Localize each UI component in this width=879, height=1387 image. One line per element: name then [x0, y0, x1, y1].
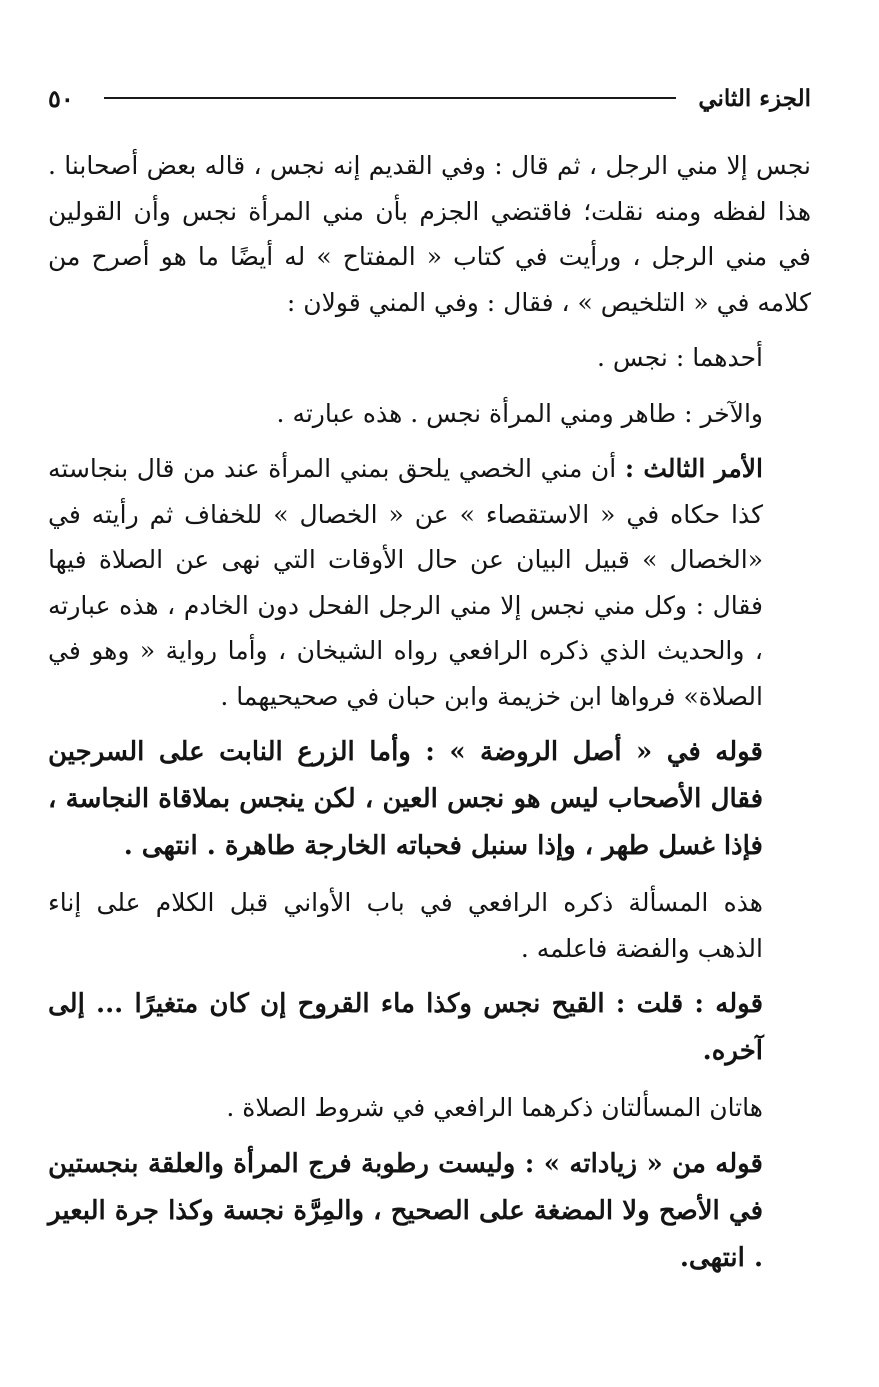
paragraph-6: هذه المسألة ذكره الرافعي في باب الأواني قبل الكلام على إناء الذهب والفضة فاعلمه . — [48, 888, 763, 963]
paragraph-7: قوله : قلت : القيح نجس وكذا ماء القروح إن كان متغيرًا ... إلى آخره. — [48, 989, 763, 1066]
page-header — [48, 78, 811, 118]
running-title: الجزء الثاني — [698, 84, 811, 112]
paragraph-8: هاتان المسألتان ذكرهما الرافعي في شروط الصلاة . — [226, 1093, 763, 1122]
header-rule — [104, 97, 677, 99]
page-body — [48, 143, 811, 1282]
section-lead: الأمر الثالث : — [624, 454, 763, 483]
paragraph-9: قوله من « زياداته » : وليست رطوبة فرج المرأة والعلقة بنجستين في الأصح ولا المضغة على الصحيح ، والمِرَّة نجسة وكذا جرة البعير . انتهى. — [48, 1148, 763, 1273]
paragraph-3: والآخر : طاهر ومني المرأة نجس . هذه عبارته . — [276, 398, 763, 428]
paragraph-4 — [48, 446, 811, 719]
paragraph-2: أحدهما : نجس . — [597, 343, 763, 372]
paragraph-4-text: أن مني الخصي يلحق بمني المرأة عند من قال بنجاسته كذا حكاه في « الاستقصاء » عن « الخصال » للخفاف ثم رأيته في «الخصال » قبيل البيان عن حال الأوقات التي نهى عن الصلاة فيها فقال : وكل مني نجس إلا مني الرجل الفحل دون الخادم ، هذه عبارته ، والحديث الذي ذكره الرافعي رواه الشيخان ، وأما رواية « وهو في الصلاة» فرواها ابن خزيمة وابن حبان في صحيحيهما . — [48, 454, 763, 711]
paragraph-5: قوله في « أصل الروضة » : وأما الزرع النابت على السرجين فقال الأصحاب ليس هو نجس العين ، لكن ينجس بملاقاة النجاسة ، فإذا غسل طهر ، وإذا سنبل فحباته الخارجة طاهرة . انتهى . — [48, 737, 763, 861]
paragraph-1: نجس إلا مني الرجل ، ثم قال : وفي القديم إنه نجس ، قاله بعض أصحابنا . هذا لفظه ومنه نقلت؛ فاقتضي الجزم بأن مني المرأة نجس وأن القولين في مني الرجل ، ورأيت في كتاب « المفتاح » له أيضًا ما هو أصرح من كلامه في « التلخيص » ، فقال : وفي المني قولان : — [48, 151, 811, 317]
page-number: ٥٠ — [48, 83, 74, 113]
